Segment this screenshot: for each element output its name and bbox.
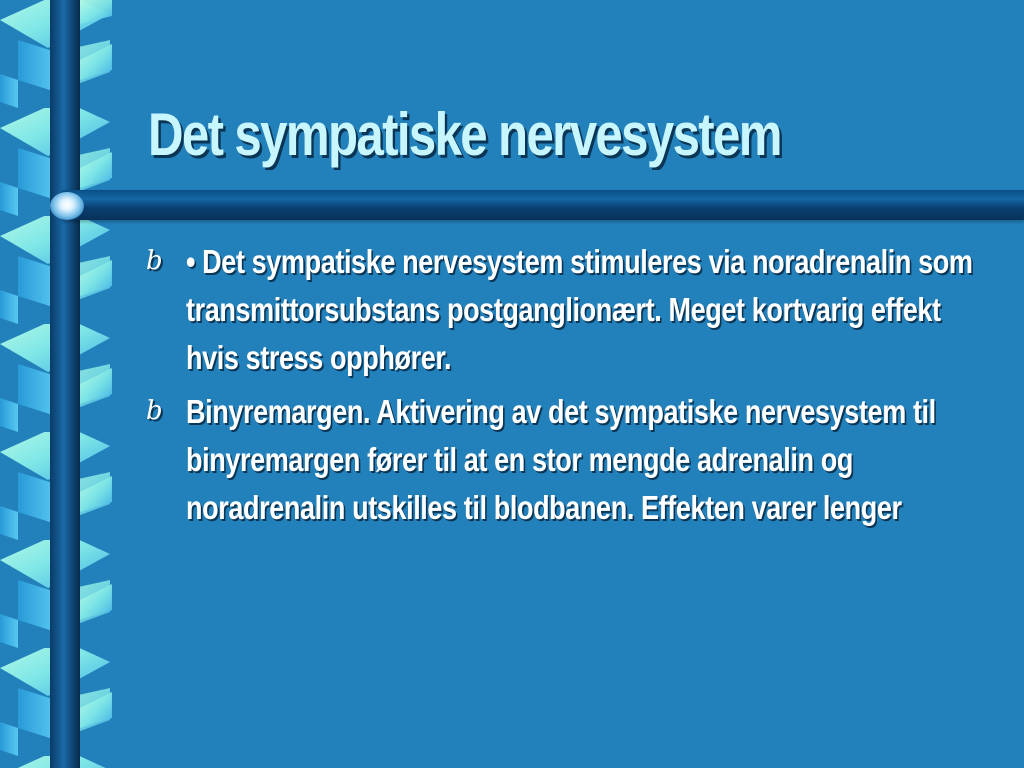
- slide-title: Det sympatiske nervesystem: [148, 101, 781, 168]
- bullet-icon: b: [146, 246, 163, 276]
- bullet-item: [146, 388, 1024, 532]
- twisted-ribbon-decoration: [0, 0, 120, 768]
- bar-knob-highlight: [50, 192, 84, 220]
- bullet-list: [146, 238, 1024, 538]
- bullet-text: Binyremargen. Aktivering av det sympatiske nervesystem til binyremargen fører til at en stor mengde adrenalin og noradrenalin utskilles til blodbanen. Effekten varer lenger: [186, 393, 936, 526]
- bullet-icon: b: [146, 396, 163, 426]
- bullet-text: • Det sympatiske nervesystem stimuleres via noradrenalin som transmittorsubstans postganglionært. Meget kortvarig effekt hvis stress opphører.: [186, 243, 973, 376]
- title-underline-bar: [62, 190, 1024, 220]
- bullet-item: [146, 238, 1024, 382]
